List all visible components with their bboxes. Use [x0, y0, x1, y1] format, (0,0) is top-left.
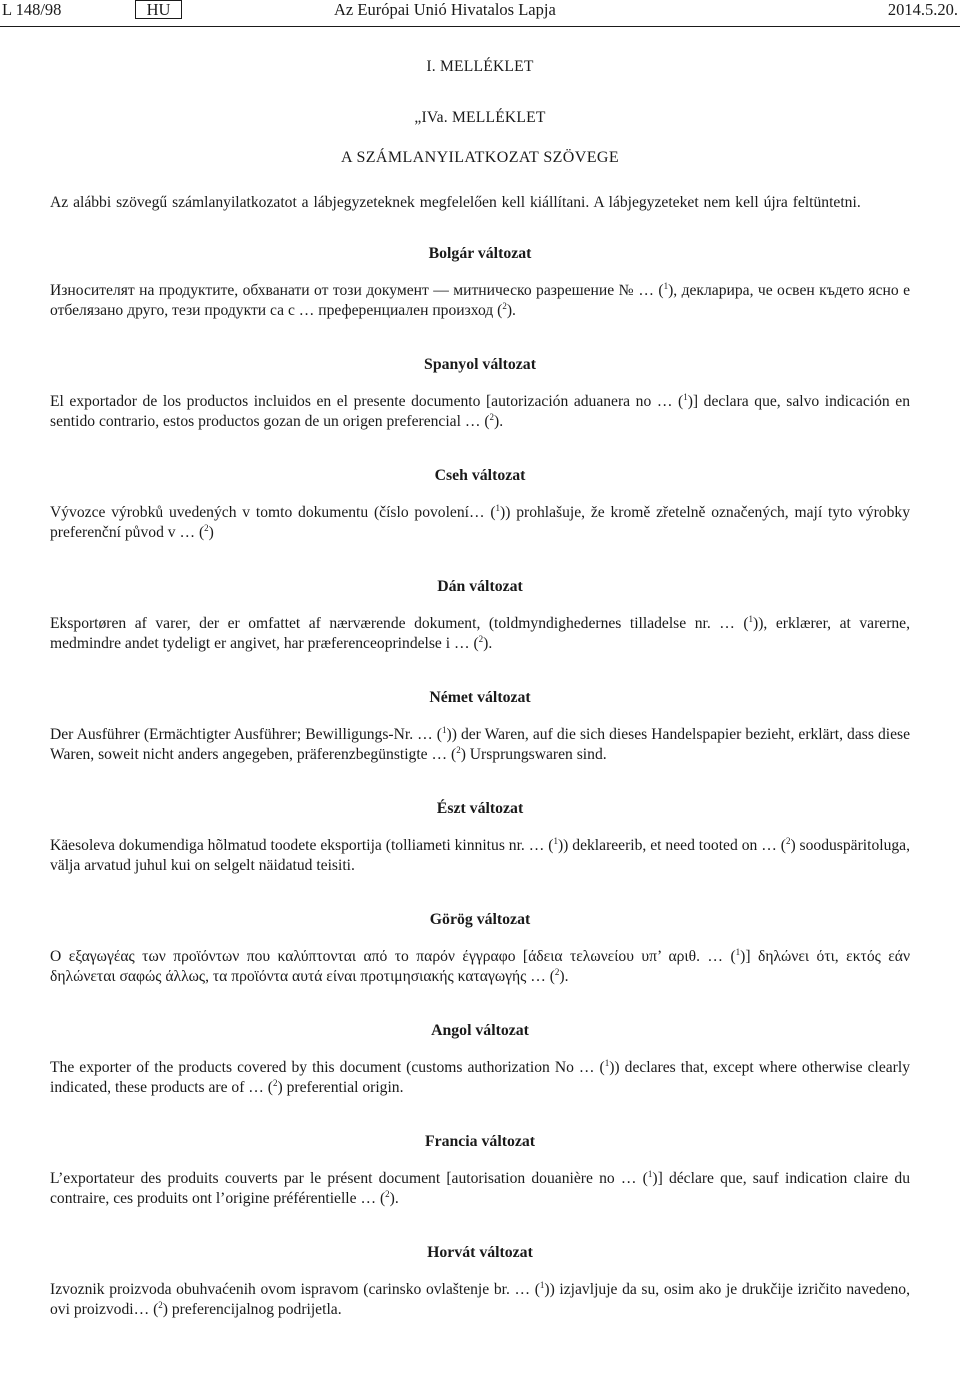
declaration-text-part: Eksportøren af varer, der er omfattet af nærværende dokument, (toldmyndighedernes tilladelse nr. … ( [50, 615, 749, 632]
footnote-ref-1: 1 [539, 1280, 545, 1290]
section-heading: Francia változat [424, 1133, 536, 1150]
footnote-ref-1: 1 [683, 392, 688, 402]
language-version-section [50, 688, 910, 765]
declaration-text-part: ). [506, 302, 516, 319]
journal-title: Az Európai Unió Hivatalos Lapja [334, 0, 556, 19]
section-heading: Cseh változat [434, 467, 526, 484]
declaration-text-part: )) izjavljuje da su, osim ako je drukčije izričito navedeno, ovi proizvodi… ( [50, 1281, 910, 1318]
language-version-section [50, 1243, 910, 1320]
footnote-ref-1: 1 [495, 503, 501, 513]
declaration-text-part: The exporter of the products covered by this document (customs authorization No … ( [50, 1059, 605, 1076]
declaration-text [50, 614, 910, 654]
declaration-text-part: Ο εξαγωγέας των προϊόντων που καλύπτονται από το παρόν έγγραφο [άδεια τελωνείου υπ’ αριθ. … ( [50, 948, 736, 965]
declaration-text-part: Износителят на продуктите, обхванати от този документ — митническо разрешение № … ( [50, 282, 664, 299]
footnote-ref-2: 2 [502, 301, 507, 311]
footnote-ref-2: 2 [158, 1300, 163, 1310]
footnote-ref-2: 2 [273, 1078, 278, 1088]
declaration-text-part: L’exportateur des produits couverts par le présent document [autorisation douanière no … ( [50, 1170, 648, 1187]
section-heading: Spanyol változat [424, 356, 536, 373]
section-heading: Bolgár változat [428, 245, 532, 262]
language-version-section [50, 466, 910, 543]
language-version-section [50, 1132, 910, 1209]
declaration-text-part: ). [389, 1190, 399, 1207]
footnote-ref-1: 1 [442, 725, 447, 735]
declaration-text [50, 1169, 910, 1209]
language-version-section [50, 1021, 910, 1098]
language-version-section [50, 244, 910, 321]
declaration-text-part: Izvoznik proizvoda obuhvaćenih ovom ispravom (carinsko ovlaštenje br. … ( [50, 1281, 540, 1298]
declaration-text-part: ). [483, 635, 493, 652]
declaration-text [50, 725, 910, 765]
footnote-ref-1: 1 [553, 836, 558, 846]
declaration-text-part: ). [559, 968, 569, 985]
subannex-title: „IVa. MELLÉKLET [414, 109, 546, 126]
declaration-text-part: ). [494, 413, 504, 430]
declaration-text-part: ) sooduspäritoluga, välja arvatud juhul kui on selgelt näidatud teisiti. [50, 837, 910, 874]
declaration-text [50, 947, 910, 987]
declaration-text-part: )] declara que, salvo indicación en sentido contrario, estos productos gozan de un origen preferencial … ( [50, 393, 911, 430]
declaration-text [50, 836, 910, 876]
document-body [50, 57, 910, 1320]
declaration-text [50, 281, 910, 321]
annex-title: I. MELLÉKLET [426, 58, 534, 75]
declaration-text-part: Käesoleva dokumendiga hõlmatud toodete eksportija (tolliameti kinnitus nr. … ( [50, 837, 554, 854]
language-version-section [50, 355, 910, 432]
footnote-ref-2: 2 [456, 745, 461, 755]
header-divider [0, 26, 960, 27]
declaration-text-part: )) declares that, except where otherwise clearly indicated, these products are of … ( [50, 1059, 910, 1096]
footnote-ref-1: 1 [647, 1169, 653, 1179]
footnote-ref-2: 2 [478, 634, 484, 644]
declaration-text-part: ) preferential origin. [277, 1079, 404, 1096]
language-version-section [50, 910, 910, 987]
page-header [0, 0, 960, 20]
footnote-ref-2: 2 [385, 1189, 390, 1199]
footnote-ref-2: 2 [554, 967, 560, 977]
footnote-ref-2: 2 [489, 412, 495, 422]
intro-paragraph: Az alábbi szövegű számlanyilatkozatot a lábjegyzeteknek megfelelően kell kiállítani. A lábjegyzeteket nem kell újra feltüntetni. [50, 194, 861, 211]
language-version-section [50, 799, 910, 876]
declaration-text-part: ) preferencijalnog podrijetla. [162, 1301, 342, 1318]
declaration-text-part: )) der Waren, auf die sich dieses Handelspapier bezieht, erklärt, dass diese Waren, soweit nicht anders angegeben, präferenzbegünstigte … ( [50, 726, 910, 763]
section-heading: Dán változat [437, 578, 523, 595]
declaration-text-part: Der Ausführer (Ermächtigter Ausführer; Bewilligungs-Nr. … ( [50, 726, 442, 743]
footnote-ref-1: 1 [604, 1058, 610, 1068]
declaration-text-part: ) Ursprungswaren sind. [460, 746, 607, 763]
declaration-text-part: )), erklærer, at varerne, medmindre andet tydeligt er angivet, har præferenceoprindelse i … ( [50, 615, 910, 652]
publication-date: 2014.5.20. [887, 0, 958, 19]
declaration-text-part: )] δηλώνει ότι, εκτός εάν δηλώνεται σαφώς άλλως, τα προϊόντα αυτά είναι προτιμησιακής καταγωγής … ( [50, 948, 911, 985]
page-reference: L 148/98 [2, 0, 62, 19]
section-heading: Észt változat [436, 800, 524, 817]
section-heading: Angol változat [431, 1022, 529, 1039]
language-code-badge: HU [135, 0, 182, 19]
document-title: A SZÁMLANYILATKOZAT SZÖVEGE [340, 149, 620, 166]
footnote-ref-1: 1 [748, 614, 754, 624]
declaration-text-part: )) deklareerib, et need tooted on … ( [557, 837, 786, 854]
language-versions [50, 244, 910, 1320]
declaration-text [50, 1280, 910, 1320]
language-version-section [50, 577, 910, 654]
footnote-ref-1: 1 [735, 947, 741, 957]
declaration-text [50, 503, 910, 543]
declaration-text [50, 392, 910, 432]
section-heading: Horvát változat [427, 1244, 533, 1261]
footnote-ref-2: 2 [204, 523, 209, 533]
section-heading: Görög változat [429, 911, 531, 928]
footnote-ref-1: 1 [663, 281, 669, 291]
declaration-text-part: Vývozce výrobků uvedených v tomto dokumentu (číslo povolení… ( [50, 504, 496, 521]
footnote-ref-2: 2 [785, 836, 791, 846]
section-heading: Német változat [429, 689, 531, 706]
declaration-text-part: ), декларира, че освен където ясно е отбелязано друго, тези продукти са с … преференциален произход ( [50, 282, 910, 319]
declaration-text-part: El exportador de los productos incluidos en el presente documento [autorización aduanera no … ( [50, 393, 684, 410]
declaration-text-part: ) [208, 524, 214, 541]
declaration-text [50, 1058, 910, 1098]
declaration-text-part: )] déclare que, sauf indication claire du contraire, ces produits ont l’origine préférentielle … ( [50, 1170, 910, 1207]
declaration-text-part: )) prohlašuje, že kromě zřetelně označených, mají tyto výrobky preferenční původ v … ( [50, 504, 910, 541]
